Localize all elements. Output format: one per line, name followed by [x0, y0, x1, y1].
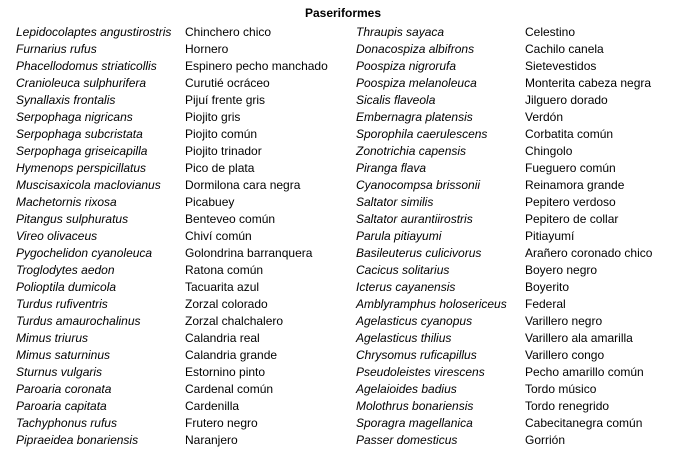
common-name-right: Varillero ala amarilla	[525, 331, 633, 345]
common-name-right: Tordo músico	[525, 382, 597, 396]
scientific-name-right: Chrysomus ruficapillus	[356, 348, 477, 362]
table-row	[0, 280, 686, 297]
scientific-name-left: Pygochelidon cyanoleuca	[16, 246, 153, 260]
common-name-right: Chingolo	[525, 144, 573, 158]
table-row	[0, 161, 686, 178]
common-name-right: Monterita cabeza negra	[525, 76, 652, 90]
scientific-name-left: Serpophaga nigricans	[16, 110, 133, 124]
table-row	[0, 110, 686, 127]
table-row	[0, 382, 686, 399]
common-name-right: Gorrión	[525, 433, 566, 447]
scientific-name-left: Hymenops perspicillatus	[16, 161, 147, 175]
common-name-right: Boyero negro	[525, 263, 598, 277]
common-name-left: Pico de plata	[185, 161, 255, 175]
common-name-left: Curutié ocráceo	[185, 76, 270, 90]
scientific-name-right: Icterus cayanensis	[356, 280, 456, 294]
table-row	[0, 178, 686, 195]
common-name-left: Calandria grande	[185, 348, 278, 362]
scientific-name-right: Saltator aurantiirostris	[356, 212, 473, 226]
scientific-name-right: Cyanocompsa brissonii	[356, 178, 481, 192]
common-name-left: Piojito gris	[185, 110, 241, 124]
scientific-name-right: Saltator similis	[356, 195, 434, 209]
scientific-name-right: Amblyramphus holosericeus	[356, 297, 507, 311]
table-row	[0, 59, 686, 76]
table-row	[0, 297, 686, 314]
common-name-left: Picabuey	[185, 195, 235, 209]
common-name-right: Sietevestidos	[525, 59, 597, 73]
table-row	[0, 263, 686, 280]
scientific-name-left: Pitangus sulphuratus	[16, 212, 129, 226]
common-name-right: Jilguero dorado	[525, 93, 608, 107]
scientific-name-right: Parula pitiayumi	[356, 229, 442, 243]
common-name-right: Corbatita común	[525, 127, 614, 141]
scientific-name-right: Sporophila caerulescens	[356, 127, 488, 141]
species-table	[0, 25, 686, 450]
table-row	[0, 433, 686, 450]
scientific-name-left: Mimus triurus	[16, 331, 89, 345]
scientific-name-right: Agelasticus thilius	[356, 331, 452, 345]
scientific-name-right: Donacospiza albifrons	[356, 42, 475, 56]
scientific-name-right: Sporagra magellanica	[356, 416, 473, 430]
scientific-name-right: Poospiza nigrorufa	[356, 59, 457, 73]
common-name-left: Tacuarita azul	[185, 280, 260, 294]
scientific-name-left: Vireo olivaceus	[16, 229, 98, 243]
table-row	[0, 365, 686, 382]
scientific-name-right: Cacicus solitarius	[356, 263, 450, 277]
scientific-name-right: Zonotrichia capensis	[356, 144, 467, 158]
table-row	[0, 93, 686, 110]
common-name-right: Arañero coronado chico	[525, 246, 653, 260]
common-name-right: Pitiayumí	[525, 229, 575, 243]
table-title: Paseriformes	[304, 6, 382, 20]
table-row	[0, 348, 686, 365]
scientific-name-left: Turdus amaurochalinus	[16, 314, 141, 328]
common-name-right: Fueguero común	[525, 161, 616, 175]
scientific-name-right: Piranga flava	[356, 161, 427, 175]
common-name-left: Piojito común	[185, 127, 258, 141]
scientific-name-right: Poospiza melanoleuca	[356, 76, 477, 90]
scientific-name-right: Embernagra platensis	[356, 110, 473, 124]
scientific-name-left: Furnarius rufus	[16, 42, 97, 56]
common-name-right: Varillero congo	[525, 348, 605, 362]
common-name-right: Pepitero de collar	[525, 212, 619, 226]
common-name-left: Benteveo común	[185, 212, 276, 226]
scientific-name-left: Lepidocolaptes angustirostris	[16, 25, 172, 39]
common-name-left: Naranjero	[185, 433, 238, 447]
common-name-right: Pepitero verdoso	[525, 195, 616, 209]
common-name-left: Golondrina barranquera	[185, 246, 313, 260]
common-name-right: Celestino	[525, 25, 576, 39]
scientific-name-left: Turdus rufiventris	[16, 297, 108, 311]
common-name-right: Varillero negro	[525, 314, 603, 328]
scientific-name-left: Polioptila dumicola	[16, 280, 117, 294]
scientific-name-left: Paroaria capitata	[16, 399, 107, 413]
common-name-right: Cachilo canela	[525, 42, 604, 56]
scientific-name-right: Agelaioides badius	[356, 382, 457, 396]
common-name-left: Calandria real	[185, 331, 260, 345]
common-name-left: Dormilona cara negra	[185, 178, 301, 192]
common-name-right: Federal	[525, 297, 566, 311]
scientific-name-left: Cranioleuca sulphurifera	[16, 76, 147, 90]
table-row	[0, 416, 686, 433]
scientific-name-left: Synallaxis frontalis	[16, 93, 116, 107]
table-row	[0, 76, 686, 93]
scientific-name-left: Muscisaxicola maclovianus	[16, 178, 161, 192]
common-name-left: Cardenal común	[185, 382, 274, 396]
table-row	[0, 195, 686, 212]
common-name-right: Pecho amarillo común	[525, 365, 644, 379]
table-row	[0, 399, 686, 416]
common-name-left: Chinchero chico	[185, 25, 272, 39]
scientific-name-left: Troglodytes aedon	[16, 263, 115, 277]
common-name-right: Tordo renegrido	[525, 399, 610, 413]
scientific-name-right: Pseudoleistes virescens	[356, 365, 485, 379]
scientific-name-left: Paroaria coronata	[16, 382, 112, 396]
common-name-left: Estornino pinto	[185, 365, 266, 379]
table-row	[0, 42, 686, 59]
scientific-name-right: Passer domesticus	[356, 433, 458, 447]
table-row	[0, 212, 686, 229]
common-name-left: Espinero pecho manchado	[185, 59, 328, 73]
common-name-right: Reinamora grande	[525, 178, 625, 192]
table-row	[0, 331, 686, 348]
common-name-left: Zorzal colorado	[185, 297, 268, 311]
scientific-name-right: Agelasticus cyanopus	[356, 314, 473, 328]
scientific-name-left: Serpophaga subcristata	[16, 127, 143, 141]
common-name-left: Pijuí frente gris	[185, 93, 266, 107]
scientific-name-left: Sturnus vulgaris	[16, 365, 103, 379]
scientific-name-left: Mimus saturninus	[16, 348, 111, 362]
scientific-name-left: Tachyphonus rufus	[16, 416, 117, 430]
table-row	[0, 127, 686, 144]
table-row	[0, 314, 686, 331]
table-row	[0, 144, 686, 161]
common-name-right: Boyerito	[525, 280, 570, 294]
scientific-name-left: Phacellodomus striaticollis	[16, 59, 157, 73]
common-name-left: Zorzal chalchalero	[185, 314, 284, 328]
common-name-right: Verdón	[525, 110, 564, 124]
scientific-name-right: Sicalis flaveola	[356, 93, 436, 107]
common-name-right: Cabecitanegra común	[525, 416, 643, 430]
table-row	[0, 246, 686, 263]
common-name-left: Ratona común	[185, 263, 264, 277]
common-name-left: Hornero	[185, 42, 229, 56]
scientific-name-left: Serpophaga griseicapilla	[16, 144, 148, 158]
scientific-name-left: Machetornis rixosa	[16, 195, 117, 209]
scientific-name-left: Pipraeidea bonariensis	[16, 433, 139, 447]
common-name-left: Cardenilla	[185, 399, 240, 413]
scientific-name-right: Thraupis sayaca	[356, 25, 445, 39]
common-name-left: Chiví común	[185, 229, 252, 243]
scientific-name-right: Molothrus bonariensis	[356, 399, 474, 413]
common-name-left: Piojito trinador	[185, 144, 262, 158]
table-row	[0, 229, 686, 246]
table-row	[0, 25, 686, 42]
scientific-name-right: Basileuterus culicivorus	[356, 246, 482, 260]
common-name-left: Frutero negro	[185, 416, 258, 430]
